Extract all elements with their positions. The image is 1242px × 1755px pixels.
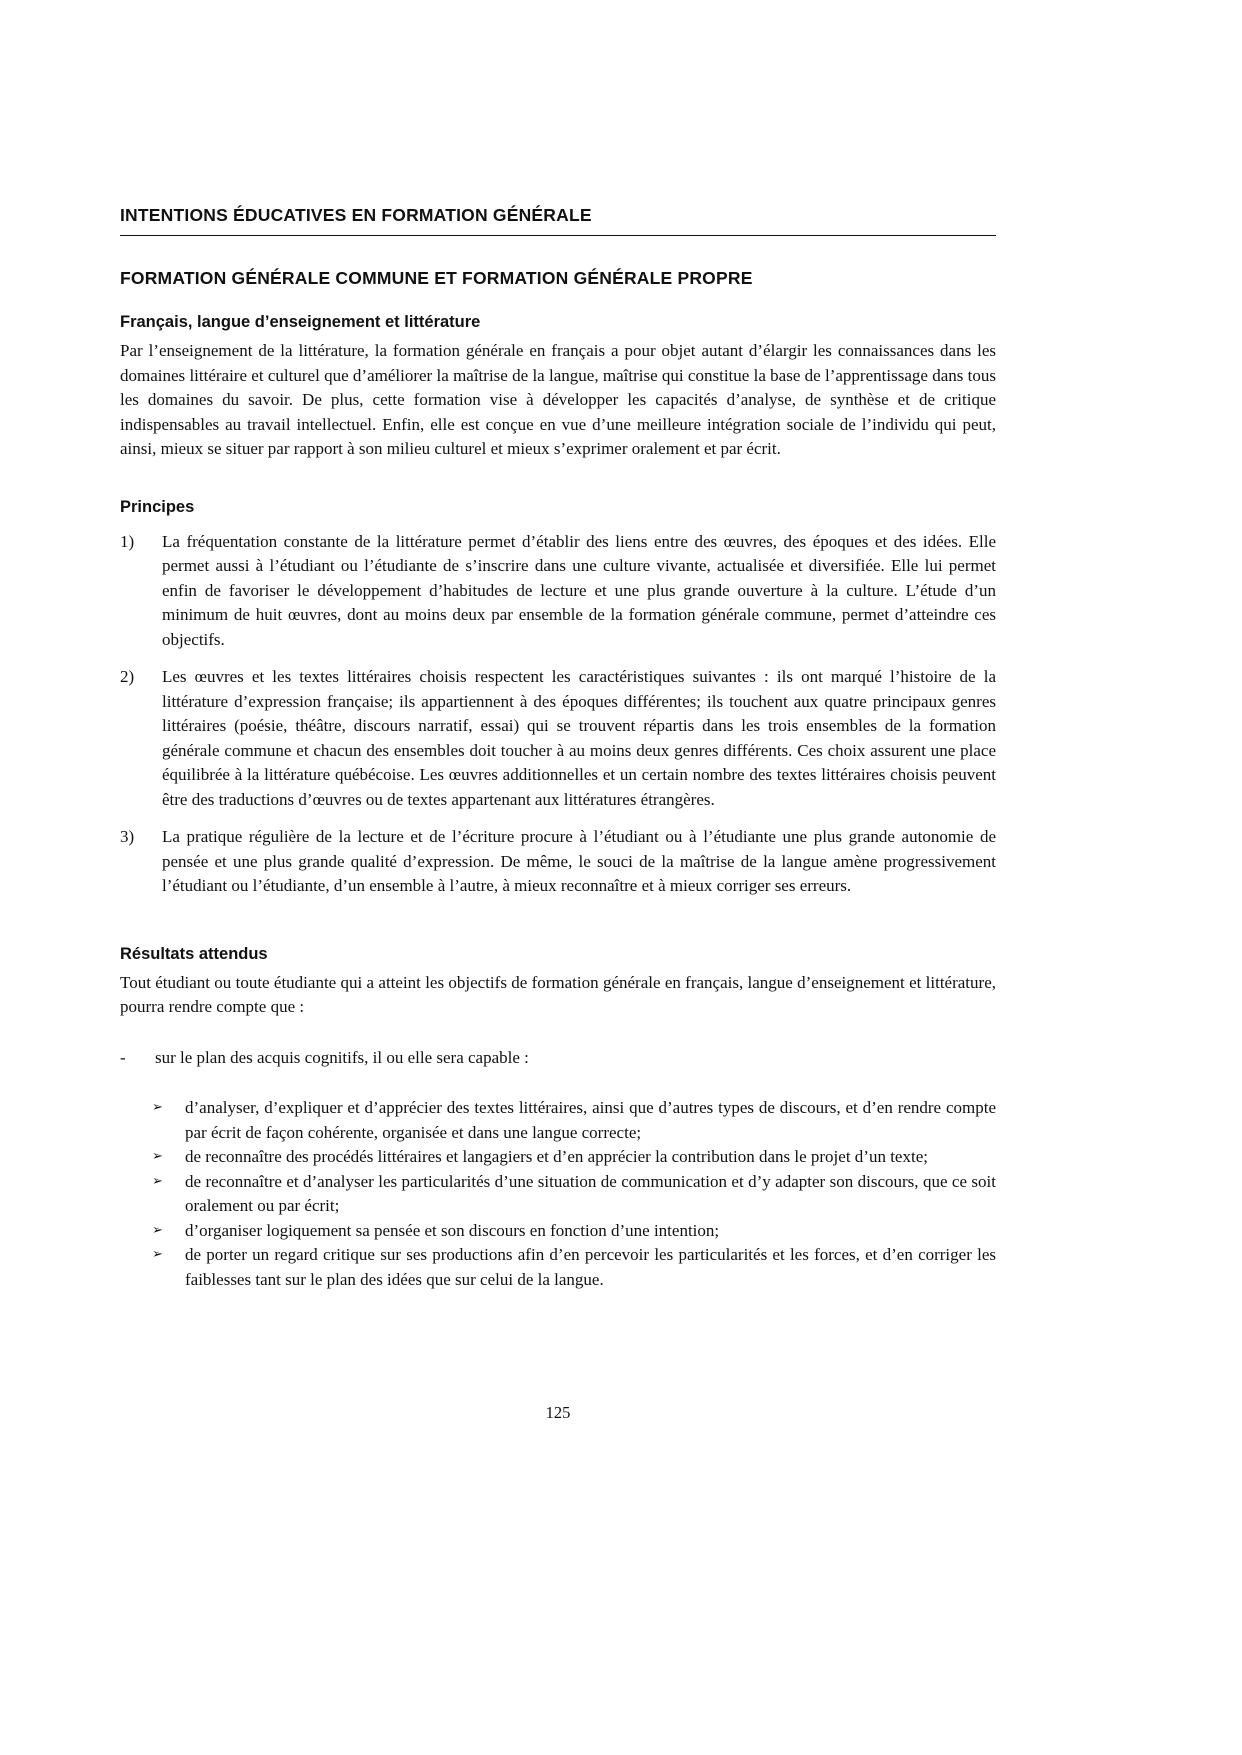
intro-paragraph: Par l’enseignement de la littérature, la formation générale en français a pour objet autant d’élargir les connaissances dans les domaines littéraire et culturel que d’améliorer la maîtrise de la langue, maîtrise qui constitue la base de l’apprentissage dans tous les domaines du savoir. De plus, cette formation vise à développer les capacités d’analyse, de synthèse et de critique indispensables au travail intellectuel. Enfin, elle est conçue en vue d’une meilleure intégration sociale de l’individu qui peut, ainsi, mieux se situer par rapport à son milieu culturel et mieux s’exprimer oralement et par écrit. (120, 341, 996, 458)
principle-item-2 (120, 665, 996, 812)
item-number: 3) (120, 827, 135, 846)
header-rule (120, 235, 996, 236)
resultats-heading: Résultats attendus (120, 944, 268, 963)
bullet-text: de reconnaître des procédés littéraires et langagiers et d’en apprécier la contribution dans le projet d’un texte; (185, 1147, 928, 1166)
item-text: La pratique régulière de la lecture et de l’écriture procure à l’étudiant ou à l’étudiante une plus grande autonomie de pensée et une plus grande qualité d’expression. De même, le souci de la maîtrise de la langue amène progressivement l’étudiant ou l’étudiante, d’un ensemble à l’autre, à mieux reconnaître et à mieux corriger ses erreurs. (162, 827, 996, 895)
principle-item-1 (120, 530, 996, 653)
arrow-bullet-icon: ➢ (152, 1149, 163, 1164)
item-text: La fréquentation constante de la littérature permet d’établir des liens entre des œuvres, des époques et des idées. Elle permet aussi à l’étudiant ou l’étudiante de s’inscrire dans une culture vivante, actualisée et diversifiée. Elle lui permet enfin de favoriser le développement d’habitudes de lecture et une plus grande ouverture à la culture. L’étude d’un minimum de huit œuvres, dont au moins deux par ensemble de la formation générale commune, permet d’atteindre ces objectifs. (162, 531, 996, 649)
section-title: FORMATION GÉNÉRALE COMMUNE ET FORMATION GÉNÉRALE PROPRE (120, 268, 753, 288)
dash-list-item (120, 1046, 996, 1071)
item-text: Les œuvres et les textes littéraires choisis respectent les caractéristiques suivantes : ils ont marqué l’histoire de la littérature d’expression française; ils appartiennent à des époques différentes; ils touchent aux quatre principaux genres littéraires (poésie, théâtre, discours narratif, essai) qui se trouvent répartis dans les trois ensembles de la formation générale commune et chacun des ensembles doit toucher à au moins deux genres différents. Ces choix assurent une place équilibrée à la littérature québécoise. Les œuvres additionnelles et un certain nombre des textes littéraires choisis peuvent être des traductions d’œuvres ou de textes appartenant aux littératures étrangères. (162, 667, 996, 809)
bullet-item-5 (152, 1243, 996, 1292)
arrow-bullet-icon: ➢ (152, 1222, 163, 1238)
principle-item-3 (120, 825, 996, 899)
running-header-title: INTENTIONS ÉDUCATIVES EN FORMATION GÉNÉRALE (120, 205, 592, 225)
page-number: 125 (545, 1403, 571, 1422)
subject-title: Français, langue d’enseignement et littérature (120, 313, 481, 331)
arrow-bullet-icon: ➢ (152, 1100, 163, 1115)
bullet-list (152, 1096, 996, 1292)
principes-heading: Principes (120, 497, 195, 516)
bullet-text: d’analyser, d’expliquer et d’apprécier des textes littéraires, ainsi que d’autres types de discours, et d’en rendre compte par écrit de façon cohérente, organisée et dans une langue correcte; (185, 1098, 996, 1142)
dash-item-text: sur le plan des acquis cognitifs, il ou elle sera capable : (155, 1047, 529, 1067)
bullet-item-2 (152, 1145, 996, 1170)
bullet-item-1 (152, 1096, 996, 1145)
bullet-text: de reconnaître et d’analyser les particularités d’une situation de communication et d’y adapter son discours, que ce soit oralement ou par écrit; (185, 1171, 996, 1215)
bullet-text: de porter un regard critique sur ses productions afin d’en percevoir les particularités et les forces, et d’en corriger les faiblesses tant sur le plan des idées que sur celui de la langue. (185, 1245, 996, 1289)
resultats-intro: Tout étudiant ou toute étudiante qui a atteint les objectifs de formation générale en français, langue d’enseignement et littérature, pourra rendre compte que : (120, 972, 996, 1016)
bullet-text: d’organiser logiquement sa pensée et son discours en fonction d’une intention; (185, 1220, 720, 1240)
bullet-item-3 (152, 1170, 996, 1219)
dash-marker: - (120, 1047, 126, 1067)
arrow-bullet-icon: ➢ (152, 1247, 163, 1262)
item-number: 2) (120, 667, 135, 686)
bullet-item-4 (152, 1219, 996, 1244)
arrow-bullet-icon: ➢ (152, 1173, 163, 1189)
page-content (120, 205, 996, 1292)
item-number: 1) (120, 531, 135, 551)
